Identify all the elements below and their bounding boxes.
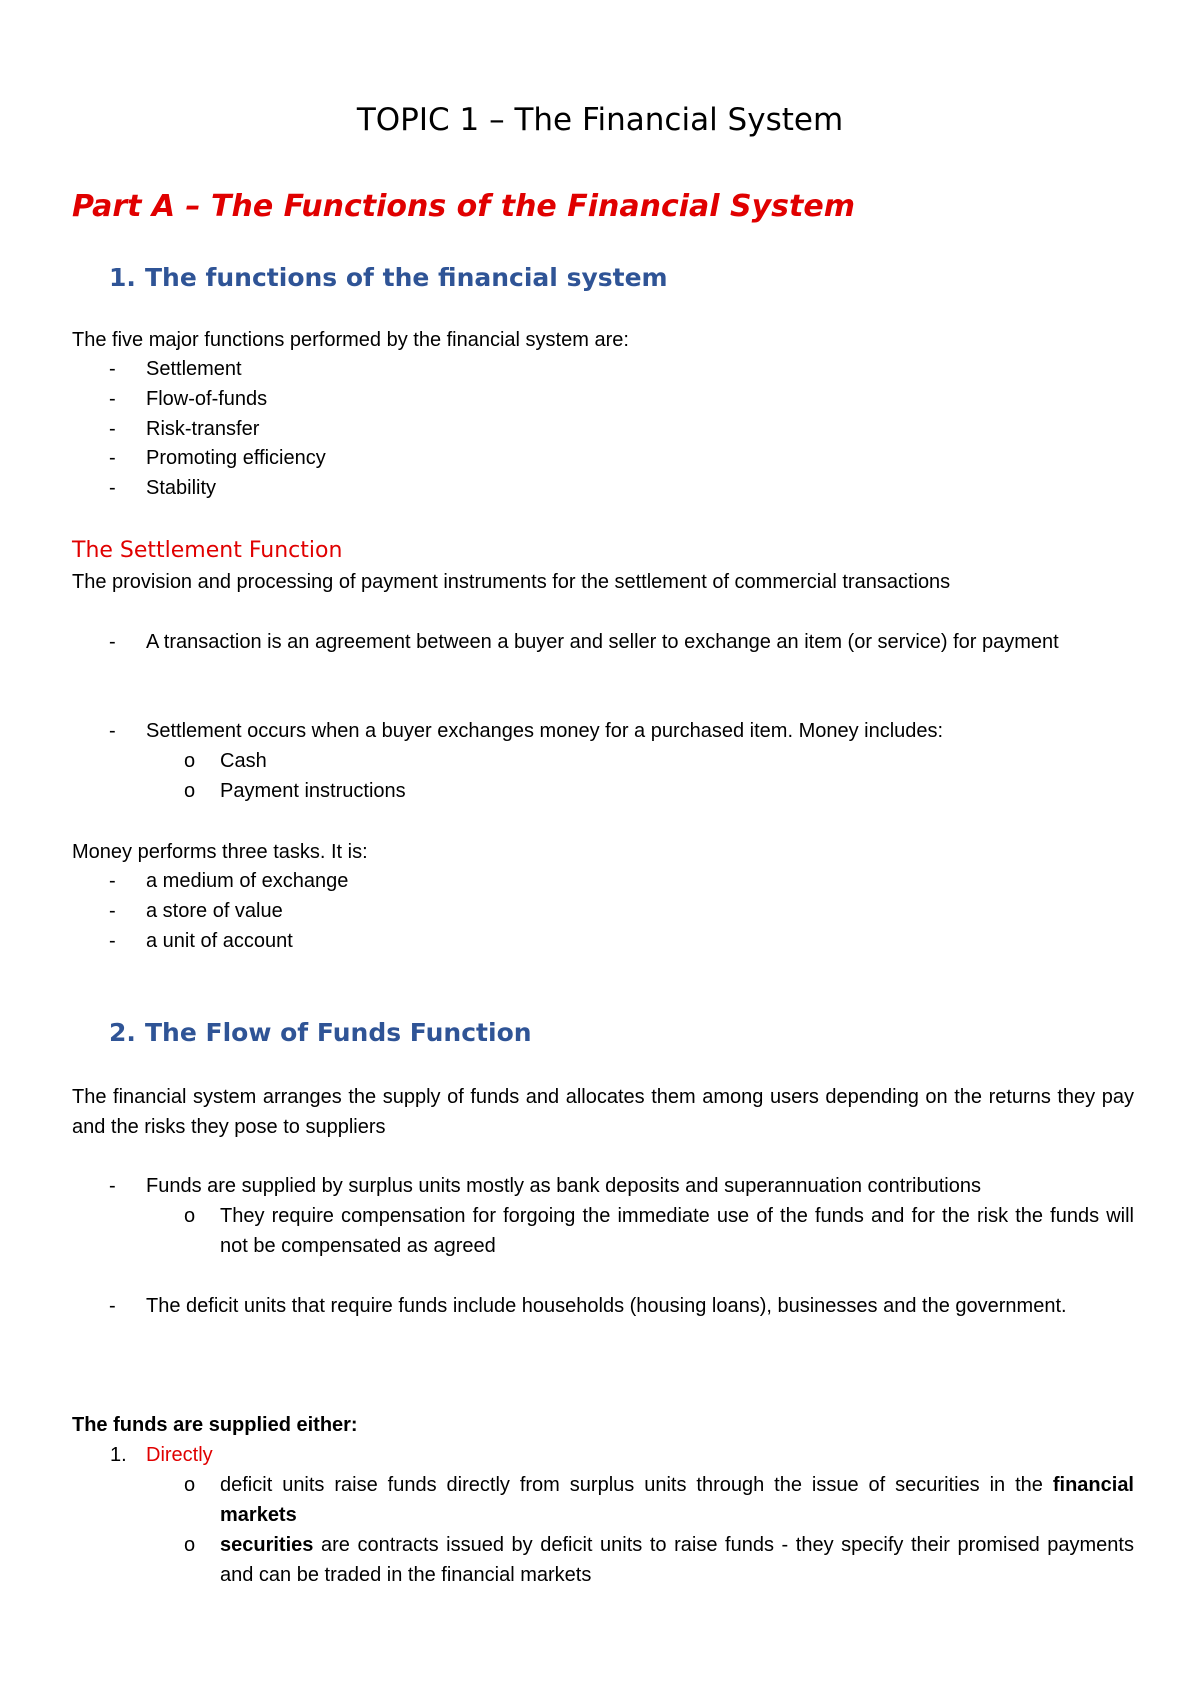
function-item: - Settlement [72, 354, 1134, 384]
circle-marker: o [184, 1205, 196, 1227]
item-number: 1. [110, 1444, 127, 1466]
section-2-number: 2. [109, 1018, 136, 1047]
section-2-title: The Flow of Funds Function [145, 1018, 532, 1047]
section-1-heading [109, 261, 668, 295]
dash-marker: - [109, 358, 116, 380]
circle-marker: o [184, 750, 196, 772]
circle-marker: o [184, 1474, 196, 1496]
dash-marker: - [109, 631, 116, 653]
dash-marker: - [109, 930, 116, 952]
dash-marker: - [109, 1175, 116, 1197]
flow-sub-bullet: o They require compensation for forgoing the immediate use of the funds and for the risk the funds will not be compensated as agreed [72, 1201, 1134, 1261]
circle-marker: o [184, 780, 196, 802]
money-tasks-intro: Money performs three tasks. It is: [72, 841, 368, 863]
section-1-title: The functions of the financial system [145, 263, 668, 292]
function-item: - Risk-transfer [72, 414, 1134, 444]
dash-marker: - [109, 1295, 116, 1317]
function-item: - Flow-of-funds [72, 384, 1134, 414]
dash-marker: - [109, 900, 116, 922]
function-item: - Stability [72, 473, 1134, 503]
direct-sub-bullet: o deficit units raise funds directly from surplus units through the issue of securities in the financial markets [72, 1470, 1134, 1530]
settlement-definition: The provision and processing of payment instruments for the settlement of commercial transactions [72, 571, 951, 593]
flow-bullet: - The deficit units that require funds include households (housing loans), businesses and the government. [72, 1291, 1134, 1321]
money-task-item: - a medium of exchange [72, 866, 1134, 896]
settlement-bullet: - Settlement occurs when a buyer exchanges money for a purchased item. Money includes: [72, 716, 1134, 746]
financial-markets-term: financial markets [220, 1474, 1134, 1526]
dash-marker: - [109, 870, 116, 892]
part-a-heading: Part A – The Functions of the Financial System [72, 189, 855, 224]
circle-marker: o [184, 1534, 196, 1556]
dash-marker: - [109, 720, 116, 742]
flow-bullet: - Funds are supplied by surplus units mostly as bank deposits and superannuation contributions [72, 1171, 1134, 1201]
dash-marker: - [109, 477, 116, 499]
money-type-item: o Cash [72, 746, 1134, 776]
section-1-number: 1. [109, 263, 136, 292]
funds-supplied-heading: The funds are supplied either: [72, 1414, 358, 1436]
settlement-heading: The Settlement Function [72, 538, 343, 563]
money-type-item: o Payment instructions [72, 776, 1134, 806]
dash-marker: - [109, 447, 116, 469]
directly-label: Directly [146, 1444, 213, 1466]
securities-term: securities [220, 1534, 314, 1556]
functions-intro: The five major functions performed by the financial system are: [72, 329, 629, 351]
document-title: TOPIC 1 – The Financial System [356, 102, 844, 138]
section-2-heading [109, 1016, 532, 1050]
flow-of-funds-intro: The financial system arranges the supply of funds and allocates them among users depending on the returns they pay and the risks they pose to suppliers [72, 1086, 1134, 1138]
money-task-item: - a store of value [72, 896, 1134, 926]
direct-sub-bullet: o securities are contracts issued by deficit units to raise funds - they specify their promised payments and can be traded in the financial markets [72, 1530, 1134, 1590]
dash-marker: - [109, 418, 116, 440]
numbered-item-directly [72, 1440, 1134, 1470]
function-item: - Promoting efficiency [72, 443, 1134, 473]
money-task-item: - a unit of account [72, 926, 1134, 956]
dash-marker: - [109, 388, 116, 410]
settlement-bullet: - A transaction is an agreement between a buyer and seller to exchange an item (or service) for payment [72, 627, 1134, 657]
